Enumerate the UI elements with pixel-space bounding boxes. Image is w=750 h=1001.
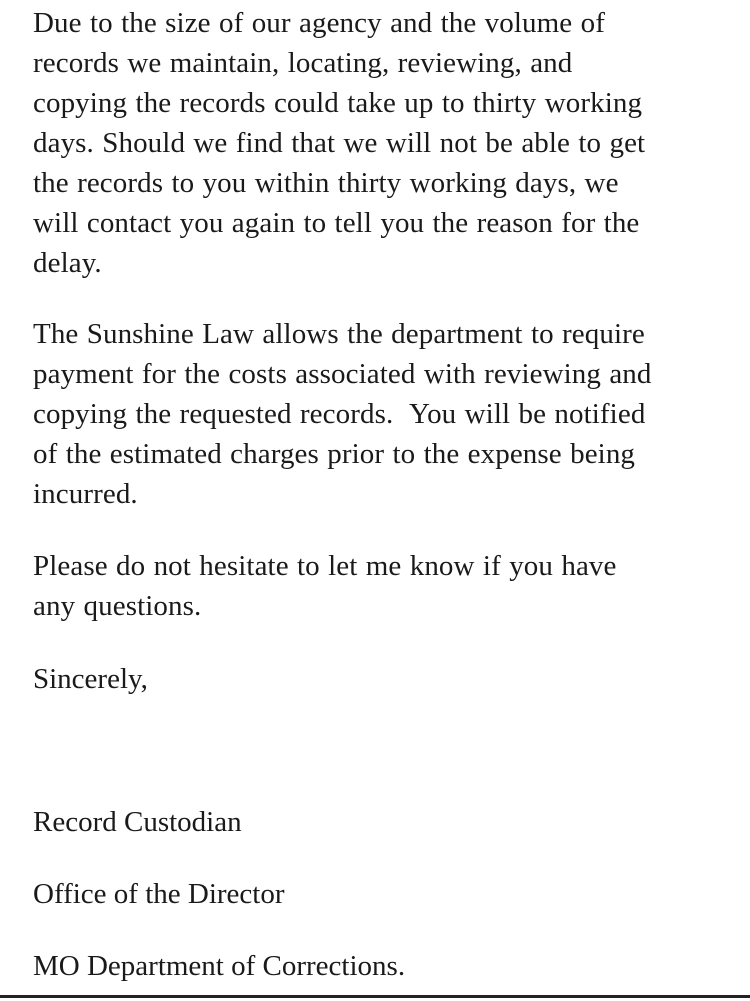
delay-notice-paragraph [33,3,645,283]
sunshine-law-paragraph [33,314,652,514]
paragraph-line: will contact you again to tell you the reason for the [33,207,640,239]
page-bottom-border [0,995,750,998]
closing-salutation: Sincerely, [33,663,148,695]
paragraph-line: records we maintain, locating, reviewing, and [33,47,573,79]
paragraph-line: of the estimated charges prior to the expense being [33,438,636,470]
paragraph-line: copying the records could take up to thirty working [33,87,643,119]
paragraph-line: incurred. [33,478,138,510]
paragraph-line: payment for the costs associated with reviewing and [33,358,652,390]
paragraph-line: days. Should we find that we will not be able to get [33,127,646,159]
questions-paragraph [33,546,617,626]
paragraph-line: The Sunshine Law allows the department to require [33,318,645,350]
signature-title: Record Custodian [33,806,242,838]
paragraph-line: any questions. [33,590,202,622]
signature-department: MO Department of Corrections. [33,950,406,982]
paragraph-line: the records to you within thirty working days, we [33,167,619,199]
paragraph-line: Please do not hesitate to let me know if you have [33,550,617,582]
paragraph-line: delay. [33,247,102,279]
paragraph-line: Due to the size of our agency and the volume of [33,7,605,39]
paragraph-line: copying the requested records. You will be notified [33,398,646,430]
signature-office: Office of the Director [33,878,285,910]
